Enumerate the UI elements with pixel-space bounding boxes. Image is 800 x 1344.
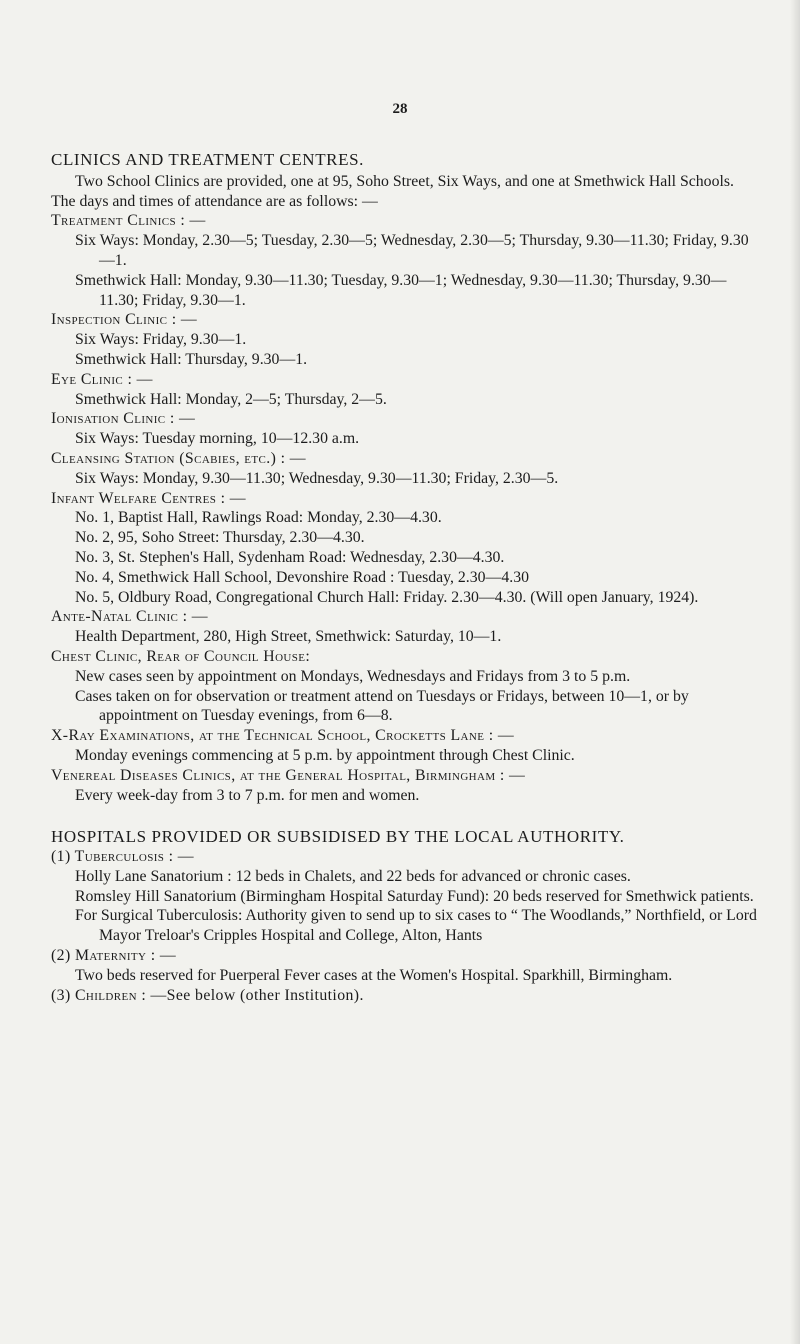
inspection-six-ways: Six Ways: Friday, 9.30—1. — [75, 331, 247, 349]
infant-centre-1: No. 1, Baptist Hall, Rawlings Road: Monday, 2.30—4.30. — [75, 509, 442, 527]
chest-clinic-observation: Cases taken on for observation or treatment attend on Tuesdays or Fridays, between 10—1, or by appointment on Tuesday evenings, from 6—8. — [75, 687, 689, 725]
infant-centre-5: No. 5, Oldbury Road, Congregational Church Hall: Friday. 2.30—4.30. (Will open January, 1924). — [75, 588, 699, 606]
page-edge-shadow — [790, 0, 800, 1344]
venereal-clinics-text: Every week-day from 3 to 7 p.m. for men and women. — [75, 786, 420, 804]
clinics-intro: Two School Clinics are provided, one at 95, Soho Street, Six Ways, and one at Smethwick Hall Schools. The days and times of attendance are as follows: — — [51, 172, 734, 210]
infant-welfare-title: Infant Welfare Centres : — — [51, 489, 246, 507]
clinics-heading: CLINICS AND TREATMENT CENTRES. — [51, 150, 365, 169]
cleansing-six-ways: Six Ways: Monday, 9.30—11.30; Wednesday, 9.30—11.30; Friday, 2.30—5. — [75, 469, 559, 487]
ante-natal-title: Ante-Natal Clinic : — — [51, 608, 208, 626]
infant-centre-2: No. 2, 95, Soho Street: Thursday, 2.30—4.30. — [75, 529, 365, 547]
romsley-hill-sanatorium: Romsley Hill Sanatorium (Birmingham Hospital Saturday Fund): 20 beds reserved for Smethwick patients. — [75, 887, 754, 905]
ionisation-six-ways: Six Ways: Tuesday morning, 10—12.30 a.m. — [75, 430, 360, 448]
maternity-text: Two beds reserved for Puerperal Fever cases at the Women's Hospital. Sparkhill, Birmingham. — [75, 966, 673, 984]
chest-clinic-new-cases: New cases seen by appointment on Mondays, Wednesdays and Fridays from 3 to 5 p.m. — [75, 667, 631, 685]
hospitals-heading: HOSPITALS PROVIDED OR SUBSIDISED BY THE LOCAL AUTHORITY. — [51, 827, 625, 847]
inspection-smethwick-hall: Smethwick Hall: Thursday, 9.30—1. — [75, 350, 308, 368]
children-line — [51, 986, 761, 1006]
ionisation-clinic-title: Ionisation Clinic : — — [51, 410, 196, 428]
treatment-six-ways: Six Ways: Monday, 2.30—5; Tuesday, 2.30—5; Wednesday, 2.30—5; Thursday, 9.30—11.30; Friday, 9.30—1. — [75, 232, 749, 269]
x-ray-title: X-Ray Examinations, at the Technical School, Crocketts Lane : — — [51, 727, 515, 745]
ante-natal-text: Health Department, 280, High Street, Smethwick: Saturday, 10—1. — [75, 628, 502, 646]
children-text: See below (other Institution). — [166, 986, 364, 1004]
treatment-smethwick-hall: Smethwick Hall: Monday, 9.30—11.30; Tuesday, 9.30—1; Wednesday, 9.30—11.30; Thursday, 9.30—11.30; Friday, 9.30—1. — [75, 271, 727, 309]
inspection-clinic-title: Inspection Clinic : — — [51, 311, 198, 329]
x-ray-text: Monday evenings commencing at 5 p.m. by appointment through Chest Clinic. — [75, 746, 575, 764]
tuberculosis-title: (1) Tuberculosis : — — [51, 848, 194, 866]
page-number: 28 — [392, 101, 408, 117]
eye-smethwick-hall: Smethwick Hall: Monday, 2—5; Thursday, 2—5. — [75, 390, 387, 408]
infant-centre-3: No. 3, St. Stephen's Hall, Sydenham Road: Wednesday, 2.30—4.30. — [75, 548, 505, 566]
surgical-tuberculosis: For Surgical Tuberculosis: Authority given to send up to six cases to “ The Woodlands,” Northfield, or Lord Mayor Treloar's Cripples Hospital and College, Alton, Hants — [75, 907, 757, 945]
maternity-title: (2) Maternity : — — [51, 947, 177, 965]
treatment-clinics-title: Treatment Clinics : — — [51, 212, 206, 230]
children-title: (3) Children : — — [51, 986, 167, 1004]
chest-clinic-title: Chest Clinic, Rear of Council House: — [51, 647, 311, 665]
page-content — [51, 150, 761, 1005]
cleansing-station-title: Cleansing Station (Scabies, etc.) : — — [51, 449, 306, 467]
eye-clinic-title: Eye Clinic : — — [51, 370, 153, 388]
venereal-clinics-title: Venereal Diseases Clinics, at the General Hospital, Birmingham : — — [51, 766, 526, 784]
infant-centre-4: No. 4, Smethwick Hall School, Devonshire Road : Tuesday, 2.30—4.30 — [75, 568, 529, 586]
holly-lane-sanatorium: Holly Lane Sanatorium : 12 beds in Chalets, and 22 beds for advanced or chronic cases. — [75, 867, 631, 885]
